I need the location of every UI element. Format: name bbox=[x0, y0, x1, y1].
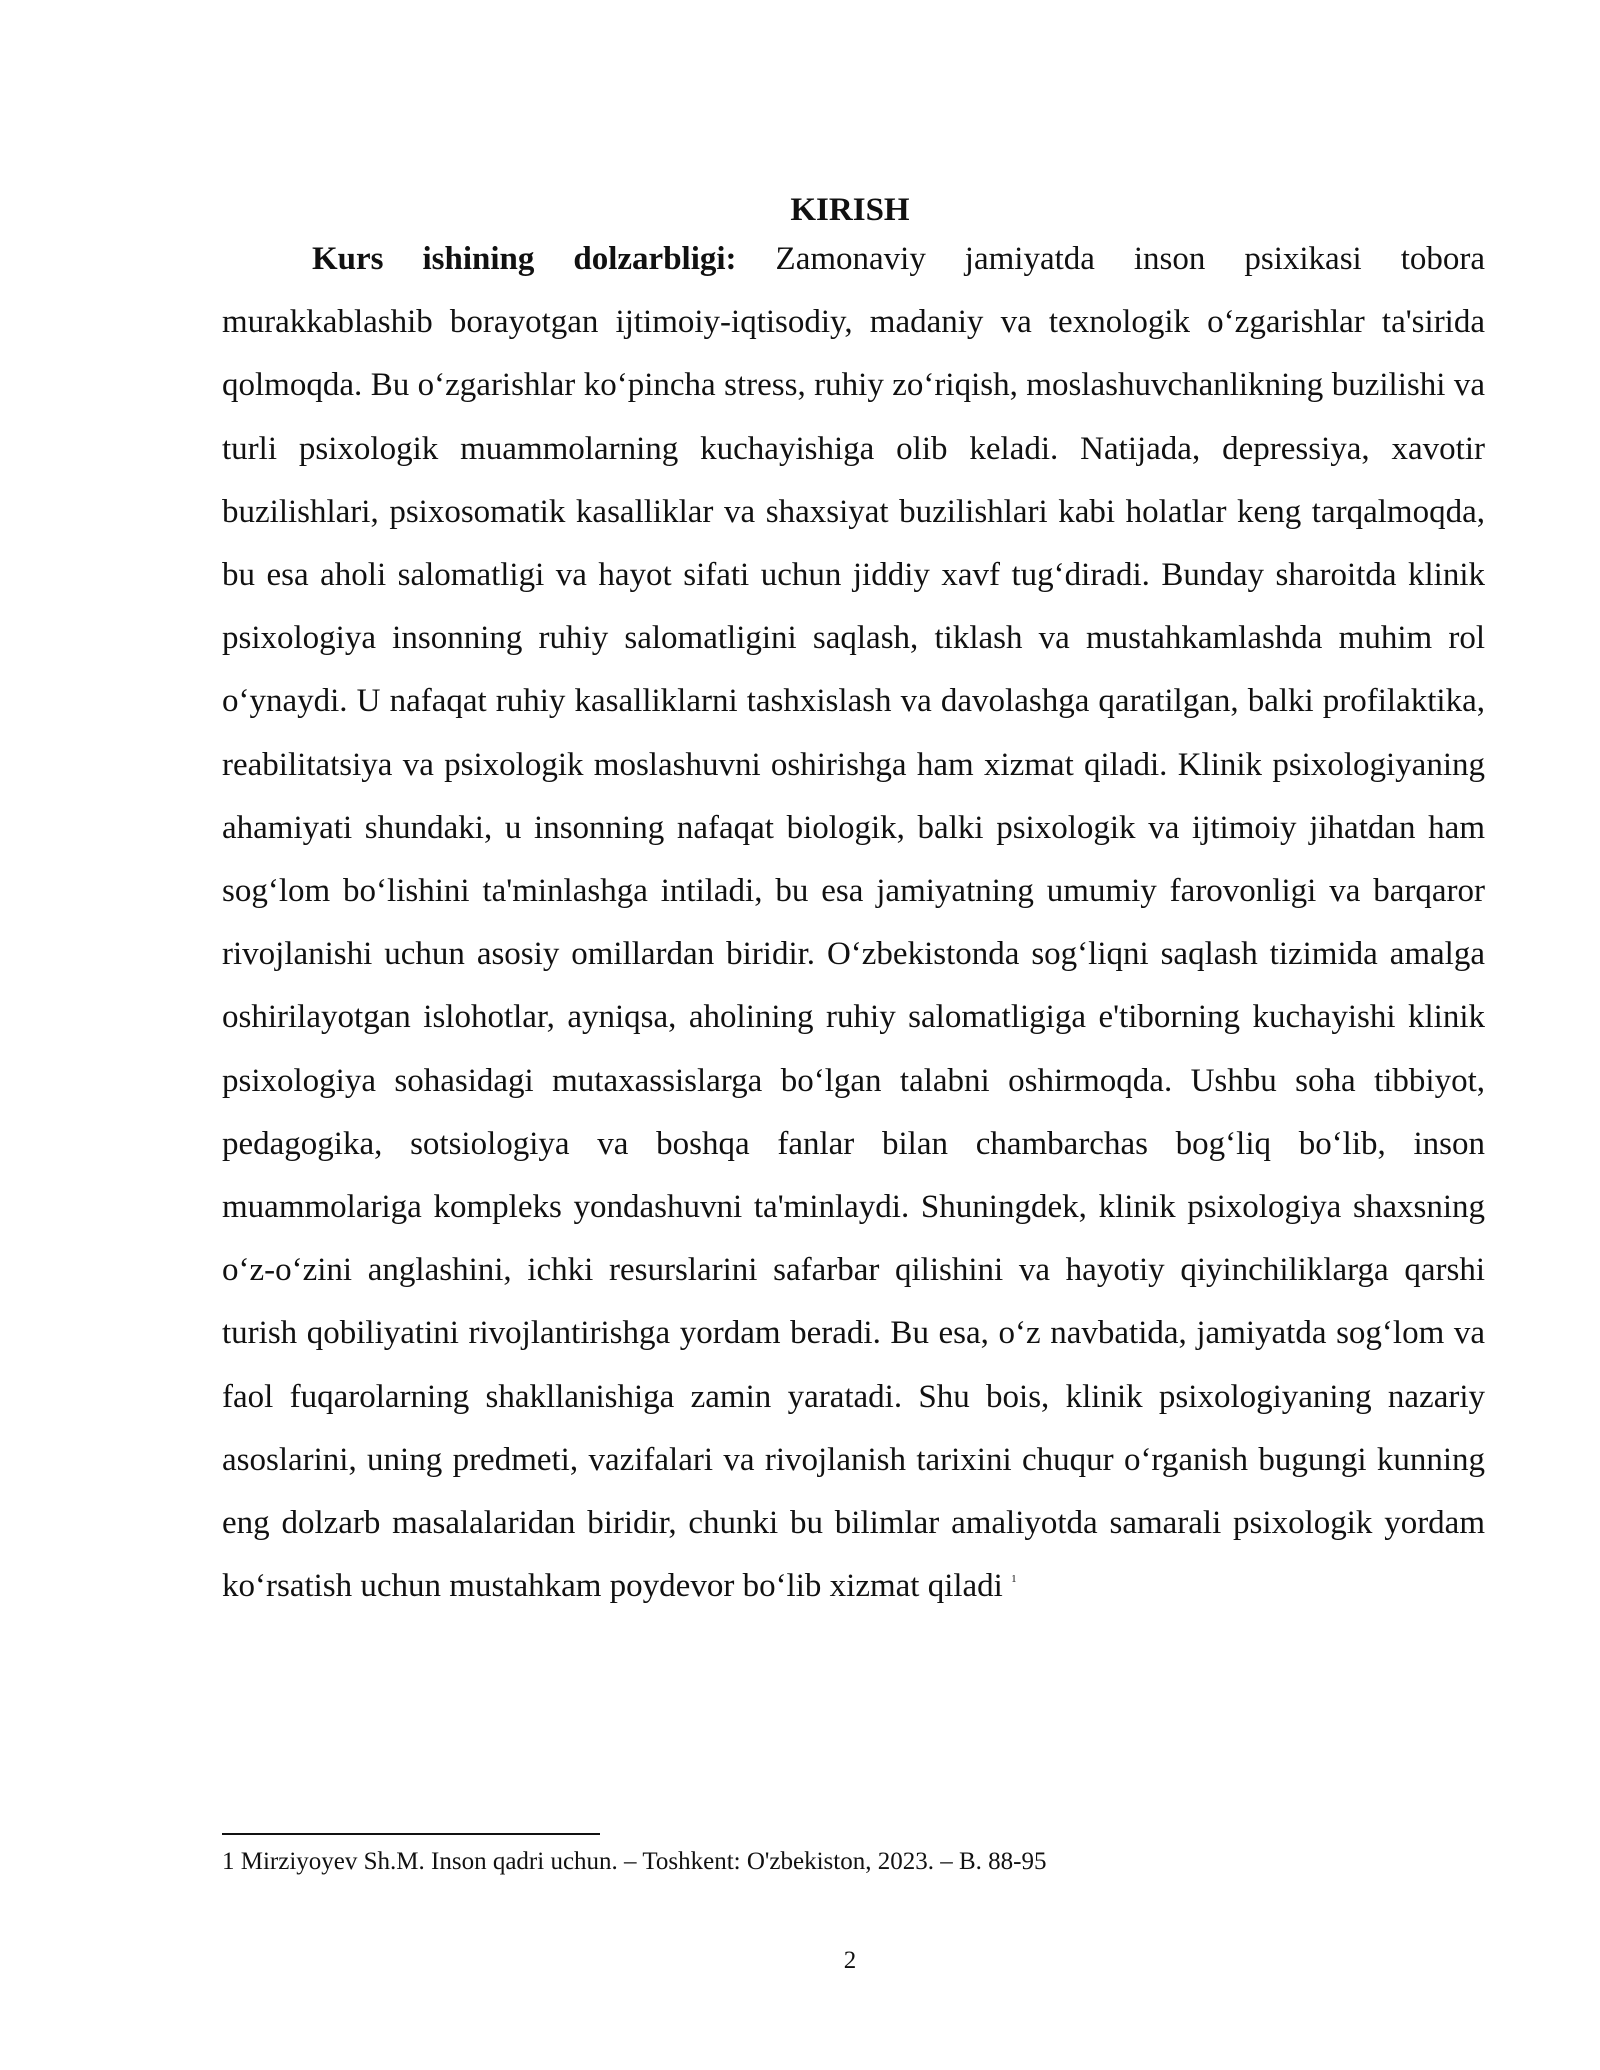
intro-text: Zamonaviy jamiyatda inson psixikasi tobora murakkablashib borayotgan ijtimoiy-iqtisodiy, madaniy va texnologik o‘zgarishlar ta'sirida qolmoqda. Bu o‘zgarishlar ko‘pincha stress, ruhiy zo‘riqish, moslashuvchanlikning buzilishi va turli psixologik muammolarning kuchayishiga olib keladi. Natijada, depressiya, xavotir buzilishlari, psixosomatik kasalliklar va shaxsiyat buzilishlari kabi holatlar keng tarqalmoqda, bu esa aholi salomatligi va hayot sifati uchun jiddiy xavf tug‘diradi. Bunday sharoitda klinik psixologiya insonning ruhiy salomatligini saqlash, tiklash va mustahkamlashda muhim rol o‘ynaydi. U nafaqat ruhiy kasalliklarni tashxislash va davolashga qaratilgan, balki profilaktika, reabilitatsiya va psixologik moslashuvni oshirishga ham xizmat qiladi. Klinik psixologiyaning ahamiyati shundaki, u insonning nafaqat biologik, balki psixologik va ijtimoiy jihatdan ham sog‘lom bo‘lishini ta'minlashga intiladi, bu esa jamiyatning umumiy farovonligi va barqaror rivojlanishi uchun asosiy omillardan biridir. O‘zbekistonda sog‘liqni saqlash tizimida amalga oshirilayotgan islohotlar, ayniqsa, aholining ruhiy salomatligiga e'tiborning kuchayishi klinik psixologiya sohasidagi mutaxassislarga bo‘lgan talabni oshirmoqda. Ushbu soha tibbiyot, pedagogika, sotsiologiya va boshqa fanlar bilan chambarchas bog‘liq bo‘lib, inson muammolariga kompleks yondashuvni ta'minlaydi. Shuningdek, klinik psixologiya shaxsning o‘z-o‘zini anglashini, ichki resurslarini safarbar qilishini va hayotiy qiyinchiliklarga qarshi turish qobiliyatini rivojlantirishga yordam beradi. Bu esa, o‘z navbatida, jamiyatda sog‘lom va faol fuqarolarning shakllanishiga zamin yaratadi. Shu bois, klinik psixologiyaning nazariy asoslarini, uning predmeti, vazifalari va rivojlanish tarixini chuqur o‘rganish bugungi kunning eng dolzarb masalalaridan biridir, chunki bu bilimlar amaliyotda samarali psixologik yordam ko‘rsatish uchun mustahkam poydevor bo‘lib xizmat qiladi bbox=[222, 241, 1485, 1605]
footnote-reference[interactable]: 1 bbox=[1011, 1573, 1017, 1586]
page-number: 2 bbox=[843, 1947, 857, 1974]
section-heading: KIRISH bbox=[790, 192, 910, 228]
intro-lead: Kurs ishining dolzarbligi: bbox=[312, 241, 737, 277]
footnote-text: Mirziyoyev Sh.M. Inson qadri uchun. – Toshkent: O'zbekiston, 2023. – B. 88-95 bbox=[240, 1848, 1047, 1875]
footnote-separator bbox=[222, 1833, 600, 1835]
footnote bbox=[222, 1846, 1485, 1878]
footnote-number: 1 bbox=[222, 1848, 235, 1875]
intro-paragraph bbox=[222, 228, 1485, 1618]
